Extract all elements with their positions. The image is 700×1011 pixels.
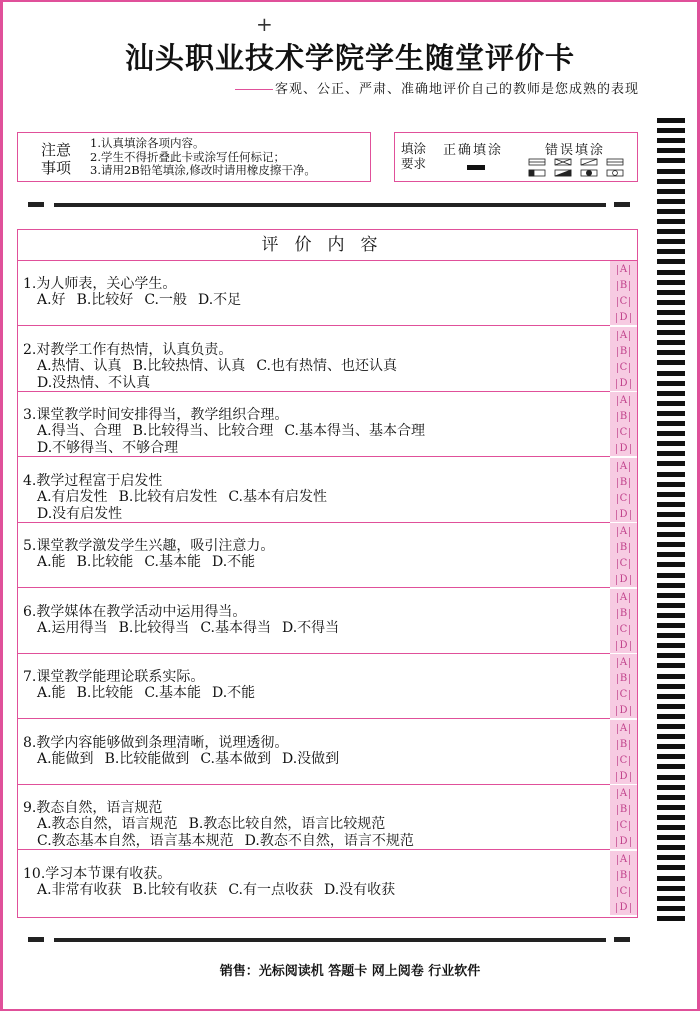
answer-bubble[interactable] [610, 378, 637, 389]
answer-bubble[interactable] [610, 804, 637, 815]
timing-mark [657, 865, 685, 870]
notes-item: 3.请用2B铅笔填涂,修改时请用橡皮擦干净。 [90, 163, 316, 177]
answer-bubble-letter: B [617, 740, 630, 750]
notes-heading-line2: 事项 [40, 159, 71, 177]
timing-mark [657, 775, 685, 780]
timing-mark [657, 603, 685, 608]
answer-bubble[interactable] [610, 755, 637, 766]
timing-mark [657, 441, 685, 446]
answer-option: B.比较能 [76, 685, 134, 701]
rule-left-mark [28, 937, 44, 942]
timing-mark [657, 148, 685, 153]
question-row [18, 458, 628, 523]
question-title: 10.学习本节课有收获。 [23, 865, 172, 882]
answer-bubble-letter: A [617, 855, 630, 865]
answer-option: A.非常有收获 [37, 881, 122, 898]
question-title: 6.教学媒体在教学活动中运用得当。 [23, 603, 247, 620]
answer-bubble-letter: D [616, 903, 630, 913]
answer-option: C.也有热情、也还认真 [256, 357, 397, 374]
answer-bubble[interactable] [610, 443, 637, 454]
answer-option: B.比较有启发性 [118, 488, 218, 505]
timing-mark [657, 128, 685, 133]
timing-mark [657, 552, 685, 557]
option-line [37, 289, 252, 309]
question-row [18, 261, 628, 326]
timing-mark [657, 502, 685, 507]
answer-bubble[interactable] [610, 689, 637, 700]
timing-mark [657, 350, 685, 355]
answer-bubble[interactable] [610, 558, 637, 569]
answer-bubble-letter: C [617, 428, 631, 438]
answer-bubble-column [610, 851, 637, 915]
answer-option: C.基本有启发性 [228, 488, 327, 505]
option-line [37, 372, 161, 392]
answer-bubble[interactable] [610, 542, 637, 553]
timing-mark [657, 734, 685, 739]
question-row [18, 851, 628, 915]
answer-bubble[interactable] [610, 264, 637, 275]
answer-bubble-letter: D [616, 772, 630, 782]
answer-bubble-letter: C [617, 363, 631, 373]
answer-bubble-letter: C [617, 559, 631, 569]
question-row [18, 523, 628, 588]
timing-mark [657, 451, 685, 456]
timing-mark [657, 280, 685, 285]
answer-bubble[interactable] [610, 509, 637, 520]
answer-bubble[interactable] [610, 657, 637, 668]
answer-bubble[interactable] [610, 411, 637, 422]
option-line [37, 830, 425, 850]
answer-bubble[interactable] [610, 608, 637, 619]
timing-mark [657, 835, 685, 840]
timing-mark [657, 623, 685, 628]
timing-mark [657, 653, 685, 658]
answer-option: B.比较能 [76, 554, 134, 570]
timing-mark [657, 229, 685, 234]
answer-option: A.能做到 [37, 750, 94, 767]
timing-mark [657, 663, 685, 668]
timing-mark [657, 512, 685, 517]
timing-mark [657, 259, 685, 264]
answer-bubble-letter: C [617, 887, 631, 897]
answer-option: D.教态不自然，语言不规范 [244, 833, 414, 849]
answer-bubble[interactable] [610, 312, 637, 323]
answer-bubble[interactable] [610, 280, 637, 291]
timing-mark [657, 219, 685, 224]
answer-bubble-column [610, 589, 637, 653]
answer-bubble[interactable] [610, 886, 637, 897]
question-row [18, 654, 628, 719]
timing-mark [657, 290, 685, 295]
timing-mark [657, 179, 685, 184]
answer-option: D.不能 [211, 685, 256, 701]
timing-mark [657, 270, 685, 275]
option-line [37, 682, 266, 702]
bottom-rule [54, 938, 606, 942]
card-subtitle [235, 78, 639, 97]
answer-bubble-letter: B [617, 347, 630, 357]
timing-mark [657, 855, 685, 860]
answer-bubble[interactable] [610, 296, 637, 307]
question-title: 2.对教学工作有热情，认真负责。 [23, 341, 233, 358]
answer-option: A.有启发性 [37, 488, 108, 505]
timing-mark [657, 583, 685, 588]
answer-bubble[interactable] [610, 705, 637, 716]
timing-mark [657, 785, 685, 790]
answer-option: D.没有收获 [323, 881, 396, 898]
answer-option: C.基本做到 [200, 750, 271, 767]
timing-mark [657, 320, 685, 325]
timing-mark [657, 694, 685, 699]
option-line [37, 551, 266, 571]
timing-mark [657, 330, 685, 335]
question-row [18, 785, 628, 850]
question-title: 3.课堂教学时间安排得当，教学组织合理。 [23, 407, 289, 423]
timing-mark [657, 300, 685, 305]
timing-mark [657, 310, 685, 315]
answer-bubble-letter: C [617, 625, 631, 635]
answer-bubble-letter: D [616, 444, 630, 454]
answer-bubble-letter: A [617, 593, 630, 603]
answer-bubble[interactable] [610, 771, 637, 782]
answer-bubble-letter: D [616, 379, 630, 389]
answer-option: A.能 [37, 554, 66, 570]
rule-right-mark [614, 202, 630, 207]
fill-heading [401, 141, 426, 171]
timing-mark [657, 532, 685, 537]
answer-bubble[interactable] [610, 574, 637, 585]
timing-mark [657, 795, 685, 800]
answer-bubble[interactable] [610, 854, 637, 865]
answer-option: C.基本能 [144, 554, 201, 570]
option-line [37, 437, 189, 457]
question-row [18, 589, 628, 654]
answer-bubble[interactable] [610, 788, 637, 799]
answer-bubble-letter: C [617, 690, 631, 700]
answer-option: D.不足 [197, 292, 242, 308]
timing-mark [657, 633, 685, 638]
answer-bubble-column [610, 458, 637, 522]
answer-option: B.比较能做到 [104, 750, 190, 767]
answer-bubble[interactable] [610, 493, 637, 504]
answer-option: B.比较得当、比较合理 [132, 423, 274, 439]
answer-bubble[interactable] [610, 723, 637, 734]
answer-bubble-letter: D [616, 641, 630, 651]
answer-bubble-letter: D [616, 575, 630, 585]
timing-mark [657, 815, 685, 820]
answer-option: D.没热情、不认真 [37, 374, 151, 391]
timing-mark [657, 371, 685, 376]
timing-mark [657, 845, 685, 850]
answer-bubble[interactable] [610, 592, 637, 603]
timing-mark [657, 764, 685, 769]
answer-option: A.热情、认真 [37, 357, 122, 374]
answer-bubble-column [610, 654, 637, 718]
answer-option: B.比较有收获 [132, 881, 218, 898]
timing-mark [657, 421, 685, 426]
timing-mark [657, 249, 685, 254]
section-title: 评价内容 [18, 230, 637, 261]
timing-mark [657, 643, 685, 648]
card-title: 汕头职业技术学院学生随堂评价卡 [124, 41, 575, 75]
answer-bubble-letter: B [617, 412, 630, 422]
subtitle-dash [235, 89, 273, 90]
timing-mark [657, 209, 685, 214]
timing-mark [657, 825, 685, 830]
answer-bubble[interactable] [610, 739, 637, 750]
timing-mark [657, 118, 685, 123]
question-title: 7.课堂教学能理论联系实际。 [23, 669, 205, 685]
answer-option: B.比较得当 [118, 619, 190, 636]
answer-bubble-column [610, 327, 637, 391]
timing-mark [657, 876, 685, 881]
answer-bubble-column [610, 720, 637, 784]
answer-option: D.不够得当、不够合理 [37, 440, 179, 456]
question-title: 4.教学过程富于启发性 [23, 472, 163, 489]
answer-option: D.不得当 [281, 619, 340, 636]
answer-option: B.比较好 [76, 292, 134, 308]
answer-bubble[interactable] [610, 461, 637, 472]
timing-mark [657, 674, 685, 679]
question-row [18, 327, 628, 392]
notes-item: 2.学生不得折叠此卡或涂写任何标记； [90, 149, 285, 164]
notes-heading [36, 141, 76, 177]
wrong-fill-label: 错误填涂 [545, 143, 606, 158]
option-line [37, 748, 350, 768]
answer-bubble-letter: D [616, 837, 630, 847]
timing-mark [657, 805, 685, 810]
answer-bubble-letter: B [617, 543, 630, 553]
answer-bubble-letter: D [616, 313, 630, 323]
timing-mark [657, 239, 685, 244]
timing-mark [657, 360, 685, 365]
fill-requirement-box [394, 132, 638, 182]
option-line [37, 879, 406, 899]
top-rule [54, 203, 606, 207]
question-title: 8.教学内容能够做到条理清晰，说理透彻。 [23, 734, 289, 751]
answer-bubble[interactable] [610, 836, 637, 847]
rule-left-mark [28, 202, 44, 207]
answer-bubble-letter: A [617, 527, 630, 537]
answer-bubble-letter: C [617, 494, 631, 504]
answer-option: C.教态基本自然，语言基本规范 [37, 833, 234, 849]
answer-bubble[interactable] [610, 902, 637, 913]
answer-bubble-letter: A [617, 724, 630, 734]
answer-option: C.有一点收获 [228, 881, 313, 898]
answer-bubble-letter: B [617, 805, 630, 815]
answer-option: C.一般 [144, 292, 187, 308]
answer-bubble-letter: A [617, 462, 630, 472]
correct-fill-mark [467, 165, 485, 170]
answer-bubble[interactable] [610, 346, 637, 357]
answer-option: B.比较热情、认真 [132, 357, 246, 374]
option-line [37, 503, 133, 523]
page-border-top [0, 0, 700, 2]
footer-text: 销售：光标阅读机 答题卡 网上阅卷 行业软件 [219, 964, 481, 979]
answer-bubble-letter: A [617, 658, 630, 668]
answer-bubble[interactable] [610, 870, 637, 881]
timing-mark [657, 542, 685, 547]
answer-bubble-letter: B [617, 281, 630, 291]
timing-mark [657, 593, 685, 598]
question-title: 5.课堂教学激发学生兴趣，吸引注意力。 [23, 538, 275, 554]
fill-heading-line1: 填涂 [401, 141, 427, 156]
notes-list [90, 137, 316, 178]
answer-bubble-column [610, 261, 637, 325]
correct-fill-label: 正确填涂 [443, 143, 504, 158]
answer-bubble[interactable] [610, 820, 637, 831]
answer-option: D.没有启发性 [37, 505, 123, 522]
answer-option: A.运用得当 [37, 619, 108, 636]
answer-bubble-letter: A [617, 396, 630, 406]
registration-cross-icon: + [256, 12, 273, 36]
question-title: 9.教态自然，语言规范 [23, 800, 163, 816]
timing-mark [657, 714, 685, 719]
timing-mark [657, 744, 685, 749]
answer-bubble[interactable] [610, 330, 637, 341]
notes-item: 1.认真填涂各项内容。 [90, 136, 205, 150]
evaluation-box [17, 229, 638, 918]
answer-bubble-column [610, 392, 637, 456]
answer-option: A.得当、合理 [37, 423, 122, 439]
fill-heading-line2: 要求 [401, 156, 427, 171]
timing-mark [657, 896, 685, 901]
answer-bubble-letter: D [616, 510, 630, 520]
timing-mark [657, 482, 685, 487]
timing-mark [657, 613, 685, 618]
answer-option: C.基本能 [144, 685, 201, 701]
timing-mark [657, 138, 685, 143]
answer-bubble-letter: B [617, 478, 630, 488]
answer-option: C.基本得当、基本合理 [284, 423, 425, 439]
answer-option: D.不能 [211, 554, 256, 570]
answer-option: A.能 [37, 685, 66, 701]
timing-mark [657, 492, 685, 497]
answer-bubble-letter: B [617, 609, 630, 619]
timing-mark [657, 754, 685, 759]
timing-mark [657, 189, 685, 194]
answer-bubble-letter: C [617, 821, 631, 831]
rule-right-mark [614, 937, 630, 942]
timing-mark [657, 522, 685, 527]
timing-mark [657, 886, 685, 891]
notes-box [17, 132, 371, 182]
timing-mark [657, 391, 685, 396]
answer-option: D.没做到 [281, 750, 340, 767]
subtitle-text: 客观、公正、严肃、准确地评价自己的教师是您成熟的表现 [275, 82, 640, 97]
answer-bubble[interactable] [610, 640, 637, 651]
timing-mark [657, 461, 685, 466]
answer-bubble-column [610, 523, 637, 587]
timing-mark [657, 199, 685, 204]
answer-bubble[interactable] [610, 362, 637, 373]
answer-bubble[interactable] [610, 427, 637, 438]
answer-bubble-column [610, 785, 637, 849]
answer-bubble[interactable] [610, 395, 637, 406]
timing-mark [657, 916, 685, 921]
answer-bubble-letter: B [617, 674, 630, 684]
answer-option: B.教态比较自然，语言比较规范 [188, 816, 386, 832]
answer-bubble-letter: B [617, 871, 630, 881]
answer-bubble-letter: A [617, 331, 630, 341]
timing-mark [657, 724, 685, 729]
timing-mark [657, 704, 685, 709]
answer-option: A.教态自然，语言规范 [37, 816, 178, 832]
answer-bubble-letter: D [616, 706, 630, 716]
timing-mark [657, 906, 685, 911]
timing-mark [657, 562, 685, 567]
timing-mark [657, 158, 685, 163]
question-row [18, 720, 628, 785]
option-line [37, 617, 350, 637]
timing-mark [657, 411, 685, 416]
timing-mark [657, 381, 685, 386]
question-title: 1.为人师表，关心学生。 [23, 276, 177, 292]
answer-bubble[interactable] [610, 624, 637, 635]
timing-mark [657, 472, 685, 477]
timing-mark [657, 401, 685, 406]
answer-bubble[interactable] [610, 477, 637, 488]
answer-bubble-letter: A [617, 789, 630, 799]
answer-option: C.基本得当 [200, 619, 271, 636]
answer-bubble-letter: C [617, 756, 631, 766]
timing-mark [657, 431, 685, 436]
answer-bubble-letter: C [617, 297, 631, 307]
page-border-left [0, 0, 3, 1011]
answer-bubble[interactable] [610, 526, 637, 537]
answer-bubble[interactable] [610, 673, 637, 684]
answer-bubble-letter: A [617, 265, 630, 275]
timing-mark [657, 573, 685, 578]
timing-mark [657, 169, 685, 174]
notes-heading-line1: 注意 [40, 141, 71, 159]
timing-mark [657, 340, 685, 345]
answer-option: A.好 [37, 292, 66, 308]
timing-mark [657, 684, 685, 689]
question-row [18, 392, 628, 457]
wrong-fill-examples-icon [525, 157, 625, 179]
